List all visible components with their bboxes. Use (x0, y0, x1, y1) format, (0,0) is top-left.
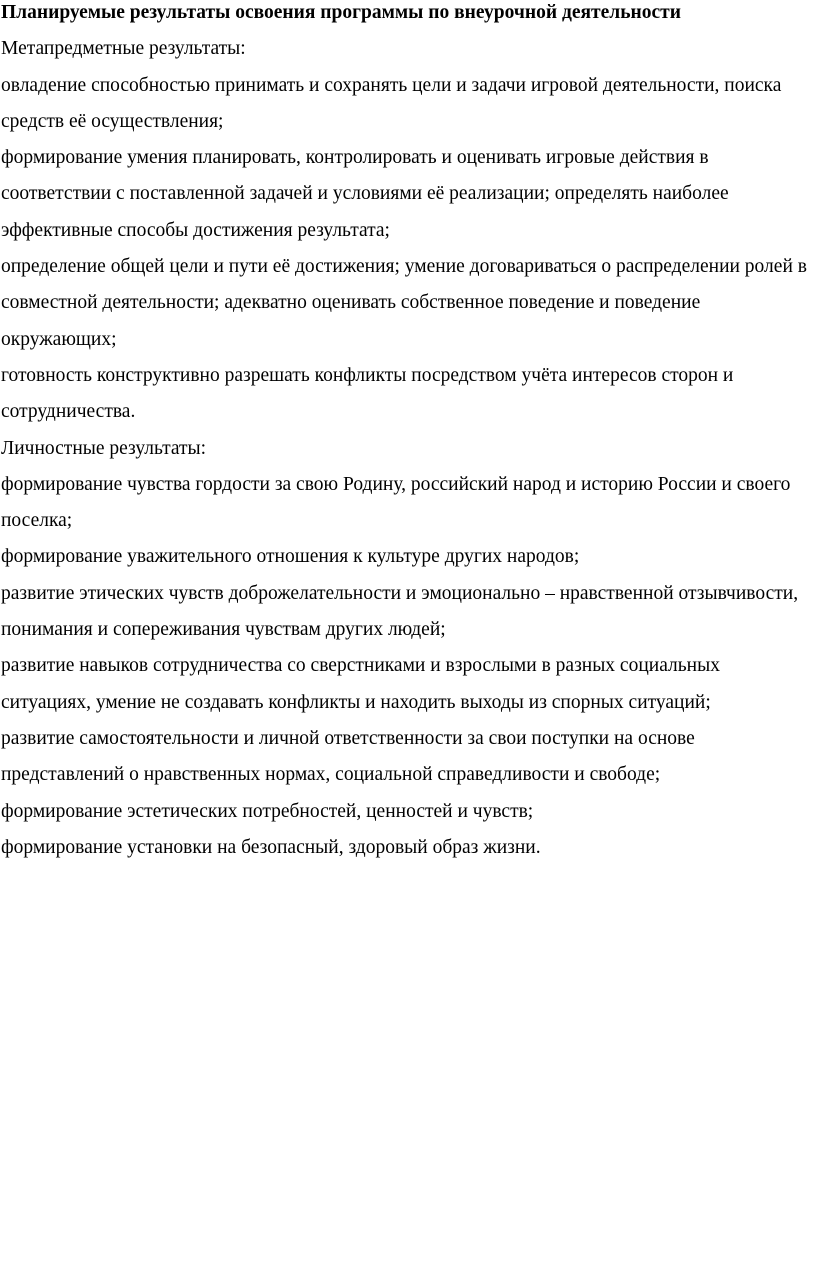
list-item: готовность конструктивно разрешать конфликты посредством учёта интересов сторон и сотрудничества. (1, 364, 734, 423)
section-label-metasubject: Метапредметные результаты: (1, 38, 246, 60)
list-item: развитие навыков сотрудничества со сверстниками и взрослыми в разных социальных ситуациях, умение не создавать конфликты и находить выходы из спорных ситуаций; (1, 655, 720, 713)
list-item: овладение способностью принимать и сохранять цели и задачи игровой деятельности, поиска средств её осуществления; (1, 74, 782, 132)
list-item: формирование уважительного отношения к культуре других народов; (1, 546, 580, 568)
list-item: формирование чувства гордости за свою Родину, российский народ и историю России и своего поселка; (1, 473, 791, 532)
section-label-personal: Личностные результаты: (1, 437, 207, 459)
list-item: определение общей цели и пути её достижения; умение договариваться о распределении ролей в совместной деятельности; адекватно оценивать собственное поведение и поведение окружающих; (1, 256, 807, 350)
list-item: формирование умения планировать, контролировать и оценивать игровые действия в соответствии с поставленной задачей и условиями её реализации; определять наиболее эффективные способы достижения результата; (1, 147, 729, 241)
list-item: формирование установки на безопасный, здоровый образ жизни. (1, 836, 541, 858)
list-item: развитие самостоятельности и личной ответственности за свои поступки на основе представлений о нравственных нормах, социальной справедливости и свободе; (1, 727, 695, 786)
document-title: Планируемые результаты освоения программы по внеурочной деятельности (1, 2, 681, 23)
list-item: формирование эстетических потребностей, ценностей и чувств; (1, 800, 534, 822)
list-item: развитие этических чувств доброжелательности и эмоционально – нравственной отзывчивости, понимания и сопереживания чувствам других людей; (1, 582, 799, 641)
document-content (1, 0, 813, 866)
